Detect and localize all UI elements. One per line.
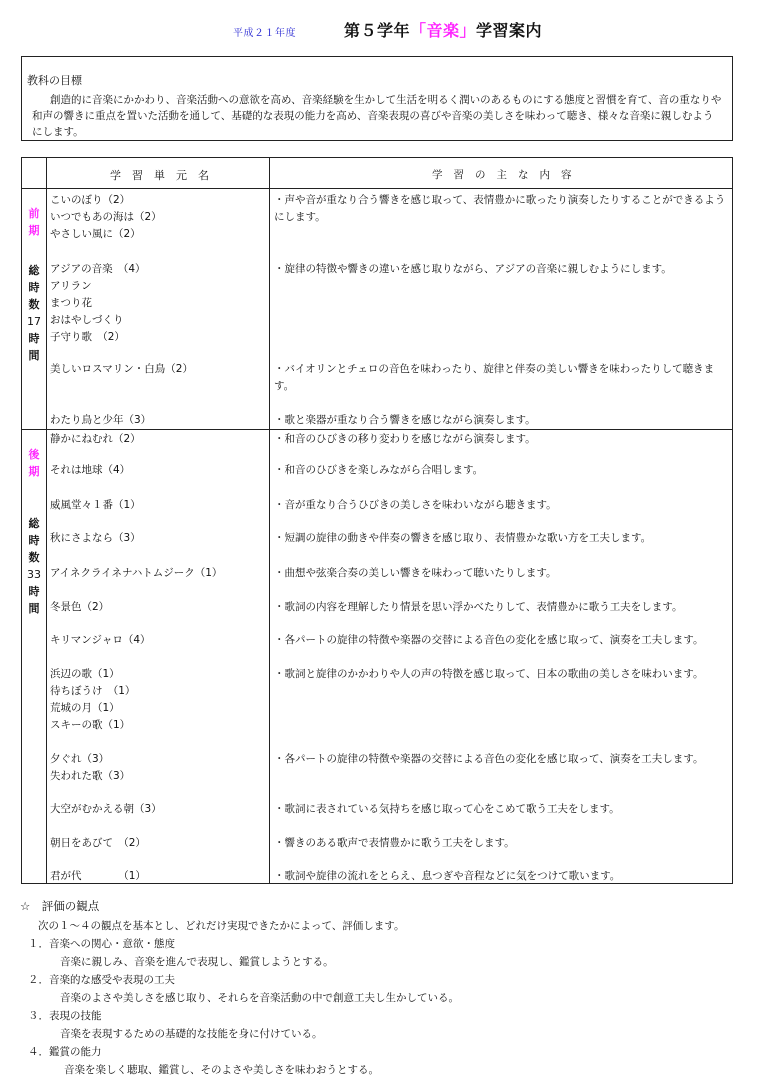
page-title — [344, 18, 542, 41]
content-item: ・歌と楽器が重なり合う響きを感じながら演奏します。 — [274, 414, 536, 426]
content-item: ・各パートの旋律の特徴や楽器の交替による音色の変化を感じ取って、演奏を工夫します。 — [274, 634, 704, 646]
unit-item: こいのぼり（2） — [50, 194, 131, 206]
term-char: 前 — [28, 207, 40, 220]
column-divider — [269, 158, 270, 883]
unit-item: 待ちぼうけ （1） — [50, 685, 136, 697]
column-header-content: 学習の主な内容 — [432, 169, 583, 181]
second-term-label — [22, 446, 46, 480]
hours-char: 総 — [28, 517, 40, 530]
page-header — [0, 16, 762, 42]
term-divider — [22, 429, 732, 430]
evaluation-item-title: ３．表現の技能 — [28, 1010, 102, 1022]
title-suffix: 学習案内 — [476, 21, 543, 40]
content-item: ・和音のひびきの移り変わりを感じながら演奏します。 — [274, 433, 536, 445]
hours-char: 時 — [28, 534, 40, 547]
hours-char: 間 — [28, 349, 40, 362]
header-divider — [22, 188, 732, 189]
unit-item: 威風堂々１番（1） — [50, 499, 141, 511]
evaluation-item-text: 音楽を楽しく聴取、鑑賞し、そのよさや美しさを味わおうとする。 — [64, 1064, 379, 1076]
unit-item: 君が代 （1） — [50, 870, 146, 882]
learning-units-table — [21, 157, 733, 884]
unit-item: スキーの歌（1） — [50, 719, 131, 731]
first-term-label — [22, 205, 46, 239]
term-char: 後 — [28, 448, 40, 461]
evaluation-item-text: 音楽を表現するための基礎的な技能を身に付けている。 — [60, 1028, 323, 1040]
unit-item: 子守り歌 （2） — [50, 331, 125, 343]
unit-item: 夕ぐれ（3） — [50, 753, 110, 765]
column-header-units: 学習単元名 — [110, 169, 220, 182]
hours-number: 33 — [27, 568, 41, 581]
hours-char: 時 — [28, 585, 40, 598]
hours-char: 総 — [28, 264, 40, 277]
content-item: ・和音のひびきを楽しみながら合唱します。 — [274, 464, 484, 476]
unit-item: 美しいロスマリン・白鳥（2） — [50, 363, 193, 375]
hours-number: 17 — [27, 315, 41, 328]
content-item: ・短調の旋律の動きや伴奏の響きを感じ取り、表情豊かな歌い方を工夫します。 — [274, 532, 652, 544]
content-item: ・旋律の特徴や響きの違いを感じ取りながら、アジアの音楽に親しむようにします。 — [274, 263, 672, 275]
content-item: ・各パートの旋律の特徴や楽器の交替による音色の変化を感じ取って、演奏を工夫します。 — [274, 753, 704, 765]
title-subject: 「音楽」 — [410, 21, 477, 40]
unit-item: アジアの音楽 （4） — [50, 263, 146, 275]
evaluation-item-text: 音楽のよさや美しさを感じ取り、それらを音楽活動の中で創意工夫し生かしている。 — [60, 992, 459, 1004]
unit-item: おはやしづくり — [50, 314, 124, 326]
goal-text: 創造的に音楽にかかわり、音楽活動への意欲を高め、音楽経験を生かして生活を明るく潤いのあるものにする態度と習慣を育て、音の重なりや和声の響きに重点を置いた活動を通して、基礎的な表現の能力を高め、音楽表現の喜びや音楽の美しさを味わって聴き、様々な音楽に親しむようにします。 — [32, 94, 722, 138]
term-char: 期 — [28, 224, 40, 237]
unit-item: いつでもあの海は（2） — [50, 211, 162, 223]
evaluation-intro: 次の１～４の観点を基本とし、どれだけ実現できたかによって、評価します。 — [38, 920, 405, 932]
evaluation-item-title: ４．鑑賞の能力 — [28, 1046, 102, 1058]
unit-item: 冬景色（2） — [50, 601, 110, 613]
content-item: ・音が重なり合うひびきの美しさを味わいながら聴きます。 — [274, 499, 557, 511]
content-item: ・歌詞や旋律の流れをとらえ、息つぎや音程などに気をつけて歌います。 — [274, 870, 621, 882]
evaluation-item-text: 音楽に親しみ、音楽を進んで表現し、鑑賞しようとする。 — [60, 956, 334, 968]
term-char: 期 — [28, 465, 40, 478]
school-year: 平成２１年度 — [233, 28, 296, 39]
content-item: ・響きのある歌声で表情豊かに歌う工夫をします。 — [274, 837, 515, 849]
column-divider — [46, 158, 47, 883]
content-item: ・歌詞に表されている気持ちを感じ取って心をこめて歌う工夫をします。 — [274, 803, 620, 815]
content-item: ・歌詞の内容を理解したり情景を思い浮かべたりして、表情豊かに歌う工夫をします。 — [274, 601, 683, 613]
first-term-hours — [22, 262, 46, 364]
hours-char: 数 — [28, 551, 40, 564]
unit-item: 浜辺の歌（1） — [50, 668, 120, 680]
content-item: ・歌詞と旋律のかかわりや人の声の特徴を感じ取って、日本の歌曲の美しさを味わいます。 — [274, 668, 704, 680]
unit-item: 失われた歌（3） — [50, 770, 131, 782]
second-term-hours — [22, 515, 46, 617]
content-item: ・バイオリンとチェロの音色を味わったり、旋律と伴奏の美しい響きを味わったりして聴きます。 — [274, 363, 715, 392]
unit-item: やさしい風に（2） — [50, 228, 141, 240]
unit-item: 荒城の月（1） — [50, 702, 120, 714]
content-item: ・曲想や弦楽合奏の美しい響きを味わって聴いたりします。 — [274, 567, 557, 579]
unit-item: 静かにねむれ（2） — [50, 433, 141, 445]
unit-item: まつり花 — [50, 297, 92, 309]
unit-item: わたり鳥と少年（3） — [50, 414, 152, 426]
unit-item: 朝日をあびて （2） — [50, 837, 146, 849]
unit-item: 大空がむかえる朝（3） — [50, 803, 162, 815]
hours-char: 時 — [28, 332, 40, 345]
evaluation-item-title: １．音楽への関心・意欲・態度 — [28, 938, 175, 950]
subject-goal-box — [21, 56, 733, 141]
title-grade: 第５学年 — [344, 21, 411, 40]
unit-item: アリラン — [50, 280, 92, 292]
unit-item: 秋にさよなら（3） — [50, 532, 141, 544]
hours-char: 数 — [28, 298, 40, 311]
evaluation-item-title: ２．音楽的な感受や表現の工夫 — [28, 974, 175, 986]
hours-char: 時 — [28, 281, 40, 294]
hours-char: 間 — [28, 602, 40, 615]
content-item: ・声や音が重なり合う響きを感じ取って、表情豊かに歌ったり演奏したりすることができるようにします。 — [274, 194, 726, 223]
evaluation-heading: ☆ 評価の観点 — [20, 899, 100, 913]
unit-item: それは地球（4） — [50, 464, 131, 476]
unit-item: キリマンジャロ（4） — [50, 634, 151, 646]
unit-item: アイネクライネナハトムジーク（1） — [50, 567, 223, 579]
goal-heading: 教科の目標 — [27, 74, 82, 87]
